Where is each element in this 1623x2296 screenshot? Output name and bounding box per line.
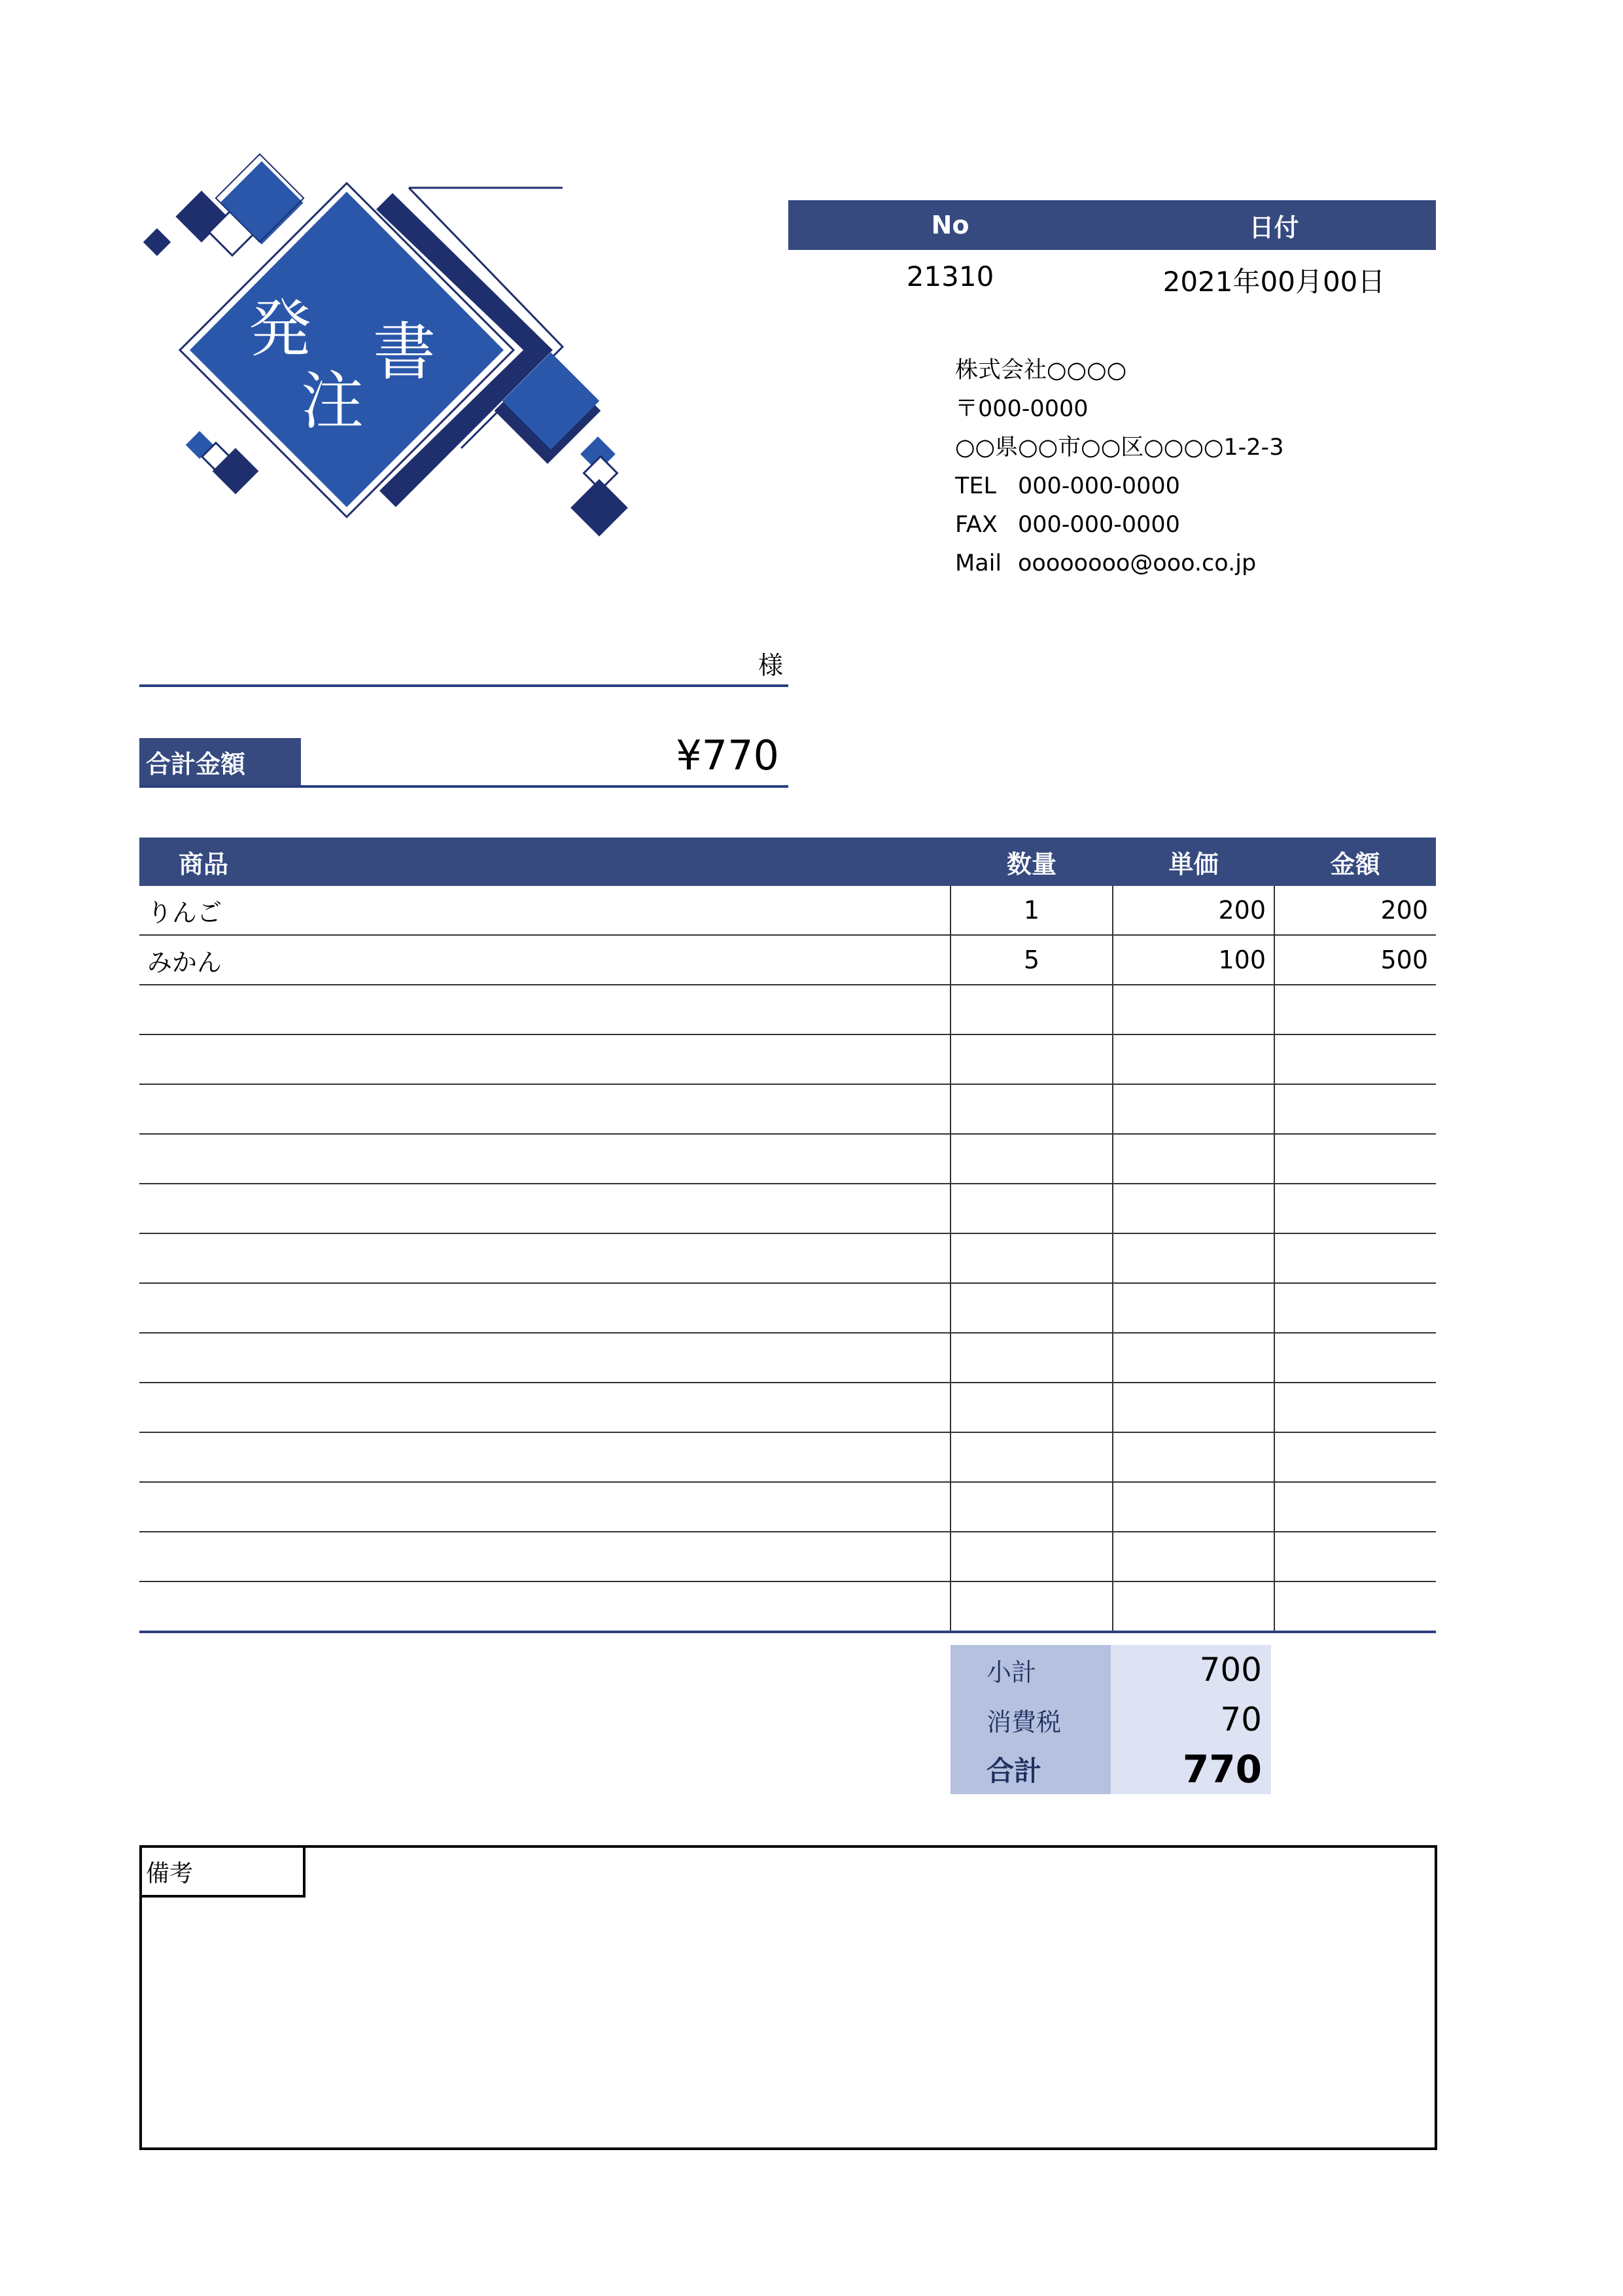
cell-product[interactable] <box>139 1034 951 1084</box>
cell-unit-price[interactable] <box>1113 1333 1274 1383</box>
order-number: 21310 <box>906 260 994 292</box>
cell-amount[interactable] <box>1274 1383 1436 1432</box>
remarks-box[interactable] <box>139 1845 1437 2150</box>
cell-unit-price[interactable]: 100 <box>1113 935 1274 985</box>
order-date: 2021年00月00日 <box>1162 266 1386 298</box>
cell-unit-price[interactable] <box>1113 985 1274 1034</box>
col-qty: 数量 <box>951 838 1113 886</box>
fax-value: 000-000-0000 <box>1018 512 1180 538</box>
cell-unit-price[interactable] <box>1113 1283 1274 1333</box>
tel-value: 000-000-0000 <box>1018 473 1180 499</box>
cell-qty[interactable] <box>951 1482 1113 1532</box>
cell-amount[interactable] <box>1274 1432 1436 1482</box>
cell-amount[interactable] <box>1274 1333 1436 1383</box>
cell-qty[interactable] <box>951 1581 1113 1632</box>
cell-unit-price[interactable] <box>1113 1084 1274 1134</box>
table-row <box>139 1283 1436 1333</box>
company-address: ○○県○○市○○区○○○○1-2-3 <box>955 434 1284 461</box>
mail-value: oooooooo@ooo.co.jp <box>1018 550 1257 576</box>
title-char-1: 発 <box>249 292 311 366</box>
cell-qty[interactable]: 5 <box>951 935 1113 985</box>
table-row <box>139 1581 1436 1632</box>
tax-value: 70 <box>1111 1695 1271 1744</box>
table-row <box>139 1432 1436 1482</box>
cell-product[interactable] <box>139 1283 951 1333</box>
total-amount-box <box>139 732 788 788</box>
cell-qty[interactable] <box>951 1184 1113 1233</box>
summary <box>951 1645 1271 1794</box>
table-row <box>139 985 1436 1034</box>
cell-unit-price[interactable]: 200 <box>1113 886 1274 935</box>
company-postal: 〒000-0000 <box>955 396 1089 422</box>
cell-amount[interactable] <box>1274 985 1436 1034</box>
items-header-row <box>139 838 1436 886</box>
company-info <box>955 351 1452 583</box>
cell-amount[interactable] <box>1274 1532 1436 1581</box>
cell-qty[interactable] <box>951 1084 1113 1134</box>
cell-product[interactable]: みかん <box>139 935 951 985</box>
cell-amount[interactable] <box>1274 1084 1436 1134</box>
cell-qty[interactable]: 1 <box>951 886 1113 935</box>
cell-product[interactable] <box>139 1432 951 1482</box>
table-row <box>139 1532 1436 1581</box>
cell-product[interactable] <box>139 1134 951 1184</box>
info-header-bar <box>788 200 1436 250</box>
cell-amount[interactable] <box>1274 1581 1436 1632</box>
col-amount: 金額 <box>1274 838 1436 886</box>
cell-product[interactable] <box>139 985 951 1034</box>
cell-product[interactable] <box>139 1482 951 1532</box>
col-unit-price: 単価 <box>1113 838 1274 886</box>
cell-product[interactable] <box>139 1184 951 1233</box>
table-row <box>139 935 1436 985</box>
table-row <box>139 886 1436 935</box>
table-row <box>139 1134 1436 1184</box>
cell-qty[interactable] <box>951 1034 1113 1084</box>
cell-qty[interactable] <box>951 985 1113 1034</box>
cell-amount[interactable] <box>1274 1482 1436 1532</box>
total-amount-label: 合計金額 <box>139 738 301 785</box>
table-row <box>139 1333 1436 1383</box>
items-table <box>139 838 1436 1633</box>
company-tel <box>955 467 1452 506</box>
cell-product[interactable] <box>139 1581 951 1632</box>
cell-amount[interactable]: 500 <box>1274 935 1436 985</box>
cell-qty[interactable] <box>951 1432 1113 1482</box>
no-header: No <box>931 211 969 239</box>
table-row <box>139 1034 1436 1084</box>
cell-unit-price[interactable] <box>1113 1233 1274 1283</box>
tax-label: 消費税 <box>951 1695 1111 1744</box>
cell-amount[interactable] <box>1274 1184 1436 1233</box>
cell-amount[interactable] <box>1274 1233 1436 1283</box>
table-row <box>139 1084 1436 1134</box>
cell-product[interactable] <box>139 1333 951 1383</box>
cell-unit-price[interactable] <box>1113 1581 1274 1632</box>
cell-qty[interactable] <box>951 1134 1113 1184</box>
fax-label: FAX <box>955 512 998 538</box>
total-value: 770 <box>1111 1744 1271 1794</box>
company-fax <box>955 506 1452 544</box>
cell-unit-price[interactable] <box>1113 1134 1274 1184</box>
cell-amount[interactable] <box>1274 1283 1436 1333</box>
tax-row <box>951 1695 1271 1744</box>
cell-amount[interactable] <box>1274 1034 1436 1084</box>
total-label: 合計 <box>951 1744 1111 1794</box>
recipient-line <box>139 635 788 687</box>
cell-unit-price[interactable] <box>1113 1532 1274 1581</box>
company-mail <box>955 544 1452 583</box>
subtotal-label: 小計 <box>951 1645 1111 1695</box>
cell-product[interactable] <box>139 1383 951 1432</box>
cell-amount[interactable]: 200 <box>1274 886 1436 935</box>
total-row <box>951 1744 1271 1794</box>
cell-unit-price[interactable] <box>1113 1482 1274 1532</box>
cell-qty[interactable] <box>951 1383 1113 1432</box>
table-row <box>139 1233 1436 1283</box>
mail-label: Mail <box>955 550 1002 576</box>
cell-qty[interactable] <box>951 1333 1113 1383</box>
cell-product[interactable] <box>139 1084 951 1134</box>
cell-product[interactable] <box>139 1233 951 1283</box>
cell-unit-price[interactable] <box>1113 1184 1274 1233</box>
cell-qty[interactable] <box>951 1283 1113 1333</box>
cell-amount[interactable] <box>1274 1134 1436 1184</box>
cell-unit-price[interactable] <box>1113 1432 1274 1482</box>
cell-unit-price[interactable] <box>1113 1034 1274 1084</box>
info-values <box>788 260 1436 300</box>
table-row <box>139 1383 1436 1432</box>
cell-product[interactable]: りんご <box>139 886 951 935</box>
date-header: 日付 <box>1249 213 1299 242</box>
title-char-2: 注 <box>301 364 364 438</box>
table-row <box>139 1184 1436 1233</box>
remarks-label: 備考 <box>142 1848 305 1898</box>
table-row <box>139 1482 1436 1532</box>
cell-qty[interactable] <box>951 1532 1113 1581</box>
logo <box>134 147 657 566</box>
cell-qty[interactable] <box>951 1233 1113 1283</box>
cell-unit-price[interactable] <box>1113 1383 1274 1432</box>
title-char-3: 書 <box>373 315 436 389</box>
company-name: 株式会社○○○○ <box>955 357 1127 383</box>
recipient-suffix: 様 <box>758 651 783 680</box>
tel-label: TEL <box>955 473 996 499</box>
cell-product[interactable] <box>139 1532 951 1581</box>
subtotal-value: 700 <box>1111 1645 1271 1695</box>
col-product: 商品 <box>139 838 951 886</box>
total-amount-value: ¥770 <box>676 732 779 779</box>
subtotal-row <box>951 1645 1271 1695</box>
